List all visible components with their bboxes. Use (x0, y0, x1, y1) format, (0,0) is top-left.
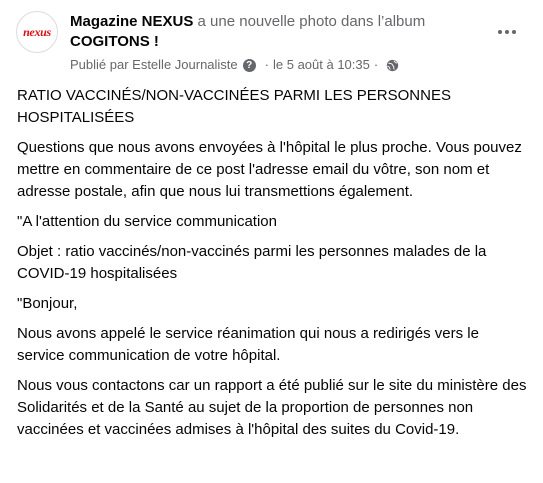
post-paragraph: Questions que nous avons envoyées à l'hôpital le plus proche. Vous pouvez mettre en commentaire de ce post l'adresse email du vôtre, son nom et adresse postale, afin que nous lui transmettions également. (17, 139, 522, 200)
post-action-text: a une nouvelle photo dans l’album (193, 13, 426, 30)
post-paragraph: Nous avons appelé le service réanimation qui nous a redirigés vers le service communication de votre hôpital. (17, 325, 479, 364)
post-paragraph: "A l'attention du service communication (17, 213, 277, 230)
post-paragraph: "Bonjour, (17, 295, 78, 312)
meta-separator-2: · (373, 57, 379, 72)
post-paragraph: Nous vous contactons car un rapport a été publié sur le site du ministère des Solidarités et de la Santé au sujet de la proportion de personnes non vaccinées et vaccinées admises à l'hôpital des suites du Covid-19. (17, 377, 527, 438)
nexus-logo: nexus (23, 24, 51, 39)
page-avatar[interactable] (16, 11, 58, 53)
post-header (70, 12, 490, 52)
help-icon[interactable]: ? (243, 59, 256, 72)
page-name-link[interactable]: Magazine NEXUS (70, 13, 194, 30)
post-meta (70, 56, 399, 74)
more-horizontal-icon (498, 30, 502, 34)
published-by-text: Publié par Estelle Journaliste (70, 57, 238, 72)
post-body (17, 85, 527, 449)
globe-icon[interactable] (386, 59, 399, 72)
more-dot (512, 30, 516, 34)
post-title-paragraph: RATIO VACCINÉS/NON-VACCINÉES PARMI LES PERSONNES HOSPITALISÉES (17, 87, 451, 126)
album-name-link[interactable]: COGITONS ! (70, 33, 159, 50)
meta-separator: · (264, 57, 269, 72)
more-dot (505, 30, 509, 34)
post-paragraph: Objet : ratio vaccinés/non-vaccinés parmi les personnes malades de la COVID-19 hospitalisées (17, 243, 487, 282)
more-options-button[interactable] (491, 18, 523, 46)
post-timestamp-link[interactable]: le 5 août à 10:35 (273, 57, 370, 72)
